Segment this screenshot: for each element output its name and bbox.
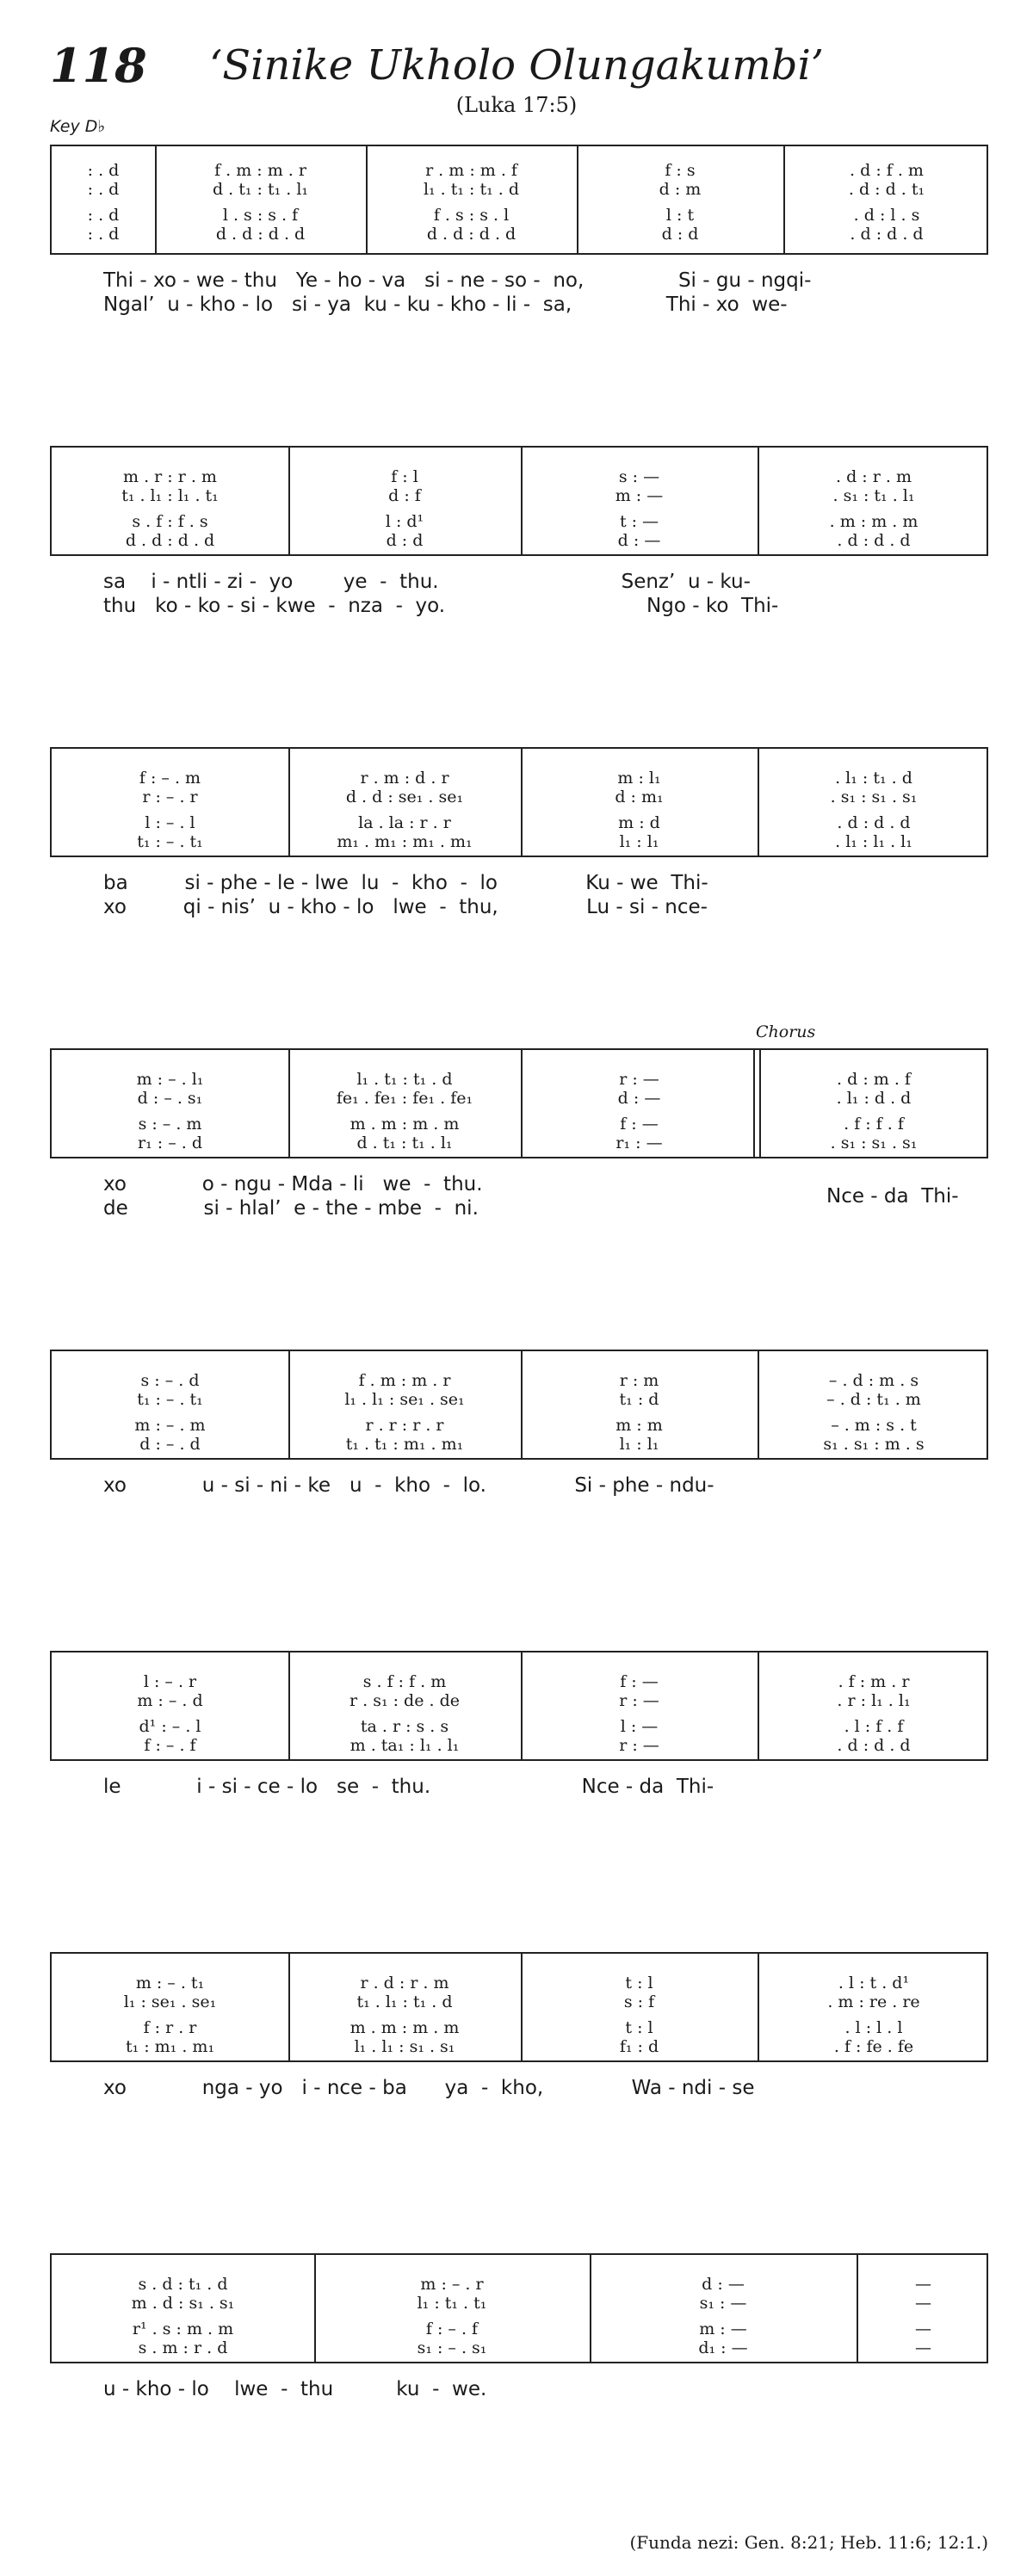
note-line: m : l₁ [617,769,661,788]
note-line: . l : f . f [844,1717,904,1736]
note-line: f₁ : d [619,2037,659,2056]
hymn-number: 118 [50,38,147,93]
note-line: – . m : s . t [831,1416,917,1435]
barline [758,1351,759,1458]
note-line: l : – . r [143,1672,197,1691]
note-line: s : f [623,1992,655,2011]
staff-system [50,1350,988,1460]
note-line: m . m : m . m [349,1115,460,1134]
note-line: d . t₁ : t₁ . l₁ [212,180,309,199]
note-line: . f : f . f [844,1115,904,1134]
note-line: . d : f . m [850,161,924,180]
staff-system [50,1651,988,1761]
note-line: m : — [615,486,664,505]
note-line: f : r . r [143,2018,197,2037]
note-line: s : — [618,467,660,486]
note-line: r : — [619,1070,659,1089]
hymn-title: ‘Sinike Ukholo Olungakumbi’ [208,41,825,90]
barline [366,146,368,253]
note-line: d : m [659,180,702,199]
note-line: . s₁ : s₁ . s₁ [830,1134,918,1152]
footnote: (Funda nezi: Gen. 8:21; Heb. 11:6; 12:1.) [629,2532,988,2553]
note-line: s . m : r . d [138,2338,228,2357]
note-line: f : – . f [144,1736,196,1755]
barline [521,448,523,554]
note-line: d : — [617,531,661,550]
barline [857,2255,858,2362]
lyric-line: le i - si - ce - lo se - thu. Nce - da Thi- [103,1776,714,1798]
note-line: d . d : d . d [215,225,306,244]
staff-system [50,145,988,255]
barline [759,1050,761,1157]
note-line: : . d [87,180,120,199]
barline [577,146,578,253]
note-line: l₁ : se₁ . se₁ [123,1992,217,2011]
note-line: . l : l . l [844,2018,903,2037]
barline [758,1954,759,2060]
scripture-reference: (Luka 17:5) [455,93,578,117]
note-line: f : s [665,161,696,180]
note-line: m : – . l₁ [136,1070,204,1089]
note-line: : . d [87,161,120,180]
note-line: . f : fe . fe [833,2037,914,2056]
note-line: t₁ . l₁ : t₁ . d [356,1992,453,2011]
note-line: f . m : m . r [358,1371,451,1390]
note-line: d . t₁ : t₁ . l₁ [356,1134,453,1152]
barline [288,1050,290,1157]
key-signature: Key D♭ [50,117,106,136]
note-line: m : m [615,1416,663,1435]
note-line: l : – . l [145,813,195,832]
note-line: — [915,2338,931,2357]
note-line: d : d [661,225,699,244]
barline [521,749,523,856]
note-line: f : — [620,1115,659,1134]
note-line: . d : d . d [837,531,911,550]
note-line: s : – . d [140,1371,200,1390]
note-line: – . d : t₁ . m [826,1390,921,1409]
note-line: d : d [386,531,424,550]
barline [758,1652,759,1759]
lyric-line: xo qi - nis’ u - kho - lo lwe - thu, Lu - si - nce- [103,896,708,918]
note-line: s . f : f . m [362,1672,447,1691]
lyric-line: ba si - phe - le - lwe lu - kho - lo Ku - we Thi- [103,872,708,894]
lyric-line: thu ko - ko - si - kwe - nza - yo. Ngo - ko Thi- [103,595,779,617]
note-line: l₁ . l₁ : se₁ . se₁ [344,1390,465,1409]
note-line: m . m : m . m [349,2018,460,2037]
note-line: r : m [619,1371,659,1390]
note-line: d . d : d . d [125,531,215,550]
note-line: m : — [699,2320,747,2338]
barline [288,1351,290,1458]
note-line: l₁ . t₁ : t₁ . d [356,1070,453,1089]
note-line: — [915,2275,931,2294]
note-line: d : f [388,486,421,505]
note-line: . l₁ : d . d [836,1089,912,1108]
note-line: . m : re . re [827,1992,920,2011]
note-line: . l₁ : t₁ . d [835,769,912,788]
note-line: r . m : d . r [360,769,449,788]
note-line: f : – . m [139,769,201,788]
lyric-line: xo o - ngu - Mda - li we - thu. [103,1173,483,1195]
note-line: . d : r . m [836,467,912,486]
note-line: r . m : m . f [425,161,517,180]
staff-system [50,1048,988,1158]
barline [288,749,290,856]
note-line: . r : l₁ . l₁ [837,1691,911,1710]
barline [758,749,759,856]
note-line: t₁ : – . t₁ [137,832,203,851]
note-line: m : – . d [137,1691,203,1710]
staff-system [50,446,988,556]
note-line: t : l [625,1974,653,1992]
barline [521,1050,523,1157]
note-line: s₁ : — [699,2294,747,2313]
barline [521,1652,523,1759]
note-line: l : d¹ [385,512,424,531]
note-line: t₁ : – . t₁ [137,1390,203,1409]
staff-system [50,2253,988,2363]
chorus-label: Chorus [756,1022,816,1041]
lyric-line: Ngal’ u - kho - lo si - ya ku - ku - kho - li - sa, Thi - xo we- [103,293,788,316]
note-line: s₁ . s₁ : m . s [823,1435,925,1454]
lyric-line: xo u - si - ni - ke u - kho - lo. Si - phe - ndu- [103,1474,714,1497]
note-line: m . d : s₁ . s₁ [131,2294,235,2313]
note-line: r : — [619,1691,659,1710]
note-line: l₁ : l₁ [619,832,659,851]
note-line: d : – . s₁ [137,1089,203,1108]
barline [758,448,759,554]
barline [590,2255,591,2362]
note-line: d . d : se₁ . se₁ [345,788,464,806]
note-line: r₁ : – . d [138,1134,202,1152]
note-line: d : m₁ [615,788,664,806]
note-line: r . r : r . r [365,1416,444,1435]
barline [288,448,290,554]
note-line: m . ta₁ : l₁ . l₁ [349,1736,460,1755]
note-line: . d : l . s [853,206,920,225]
note-line: ta . r : s . s [360,1717,449,1736]
note-line: r : — [619,1736,659,1755]
note-line: f : – . f [425,2320,479,2338]
barline [753,1050,755,1157]
note-line: t : l [625,2018,653,2037]
barline [314,2255,316,2362]
note-line: . s₁ : s₁ . s₁ [830,788,918,806]
note-line: m : – . r [420,2275,484,2294]
note-line: — [915,2320,931,2338]
staff-system [50,1952,988,2062]
note-line: m : – . m [134,1416,206,1435]
note-line: f : l [391,467,418,486]
note-line: f : — [620,1672,659,1691]
note-line: . l₁ : l₁ . l₁ [835,832,912,851]
barline [288,1652,290,1759]
note-line: t₁ : d [619,1390,659,1409]
lyric-line: u - kho - lo lwe - thu ku - we. [103,2378,487,2400]
lyric-line: de si - hlal’ e - the - mbe - ni. [103,1197,479,1220]
note-line: la . la : r . r [358,813,451,832]
note-line: m : d [618,813,660,832]
note-line: m . r : r . m [123,467,217,486]
barline [783,146,785,253]
note-line: . d : d . d [850,225,924,244]
note-line: r . s₁ : de . de [349,1691,460,1710]
note-line: . d : d . d [837,1736,911,1755]
lyric-line: Thi - xo - we - thu Ye - ho - va si - ne - so - no, Si - gu - ngqi- [103,269,812,292]
note-line: m₁ . m₁ : m₁ . m₁ [337,832,473,851]
note-line: fe₁ . fe₁ : fe₁ . fe₁ [336,1089,473,1108]
note-line: m : – . t₁ [135,1974,205,1992]
note-line: l . s : s . f [222,206,299,225]
staff-system [50,747,988,857]
note-line: s₁ : – . s₁ [417,2338,487,2357]
note-line: r : – . r [142,788,198,806]
note-line: l₁ : l₁ [619,1435,659,1454]
note-line: d : — [617,1089,661,1108]
note-line: l₁ . l₁ : s₁ . s₁ [354,2037,455,2056]
note-line: . m : m . m [829,512,919,531]
note-line: l₁ . t₁ : t₁ . d [423,180,520,199]
note-line: . s₁ : t₁ . l₁ [832,486,915,505]
note-line: . d : d . t₁ [848,180,925,199]
note-line: : . d [87,225,120,244]
note-line: . l : t . d¹ [838,1974,910,1992]
note-line: d : — [702,2275,745,2294]
note-line: t₁ . l₁ : l₁ . t₁ [121,486,219,505]
note-line: . f : m . r [838,1672,910,1691]
note-line: d . d : d . d [426,225,516,244]
note-line: : . d [87,206,120,225]
barline [288,1954,290,2060]
note-line: s : – . m [138,1115,202,1134]
barline [521,1351,523,1458]
note-line: f . s : s . l [433,206,510,225]
note-line: s . f : f . s [132,512,208,531]
note-line: t : — [619,512,659,531]
note-line: l₁ : t₁ . t₁ [417,2294,487,2313]
note-line: s . d : t₁ . d [138,2275,228,2294]
note-line: r¹ . s : m . m [132,2320,234,2338]
note-line: r . d : r . m [360,1974,449,1992]
note-line: f . m : m . r [214,161,306,180]
note-line: t₁ . t₁ : m₁ . m₁ [345,1435,464,1454]
note-line: d¹ : – . l [139,1717,201,1736]
note-line: . d : d . d [837,813,911,832]
note-line: — [915,2294,931,2313]
note-line: l : — [620,1717,659,1736]
note-line: t₁ : m₁ . m₁ [125,2037,215,2056]
note-line: . d : m . f [837,1070,911,1089]
note-line: r₁ : — [615,1134,663,1152]
note-line: l : t [665,206,695,225]
lyric-line: xo nga - yo i - nce - ba ya - kho, Wa - ndi - se [103,2077,755,2099]
pickup-lyric: Nce - da Thi- [826,1185,959,1208]
lyric-line: sa i - ntli - zi - yo ye - thu. Senz’ u - ku- [103,571,751,593]
note-line: d₁ : — [698,2338,748,2357]
barline [521,1954,523,2060]
note-line: d : – . d [139,1435,201,1454]
note-line: – . d : m . s [828,1371,919,1390]
barline [155,146,157,253]
